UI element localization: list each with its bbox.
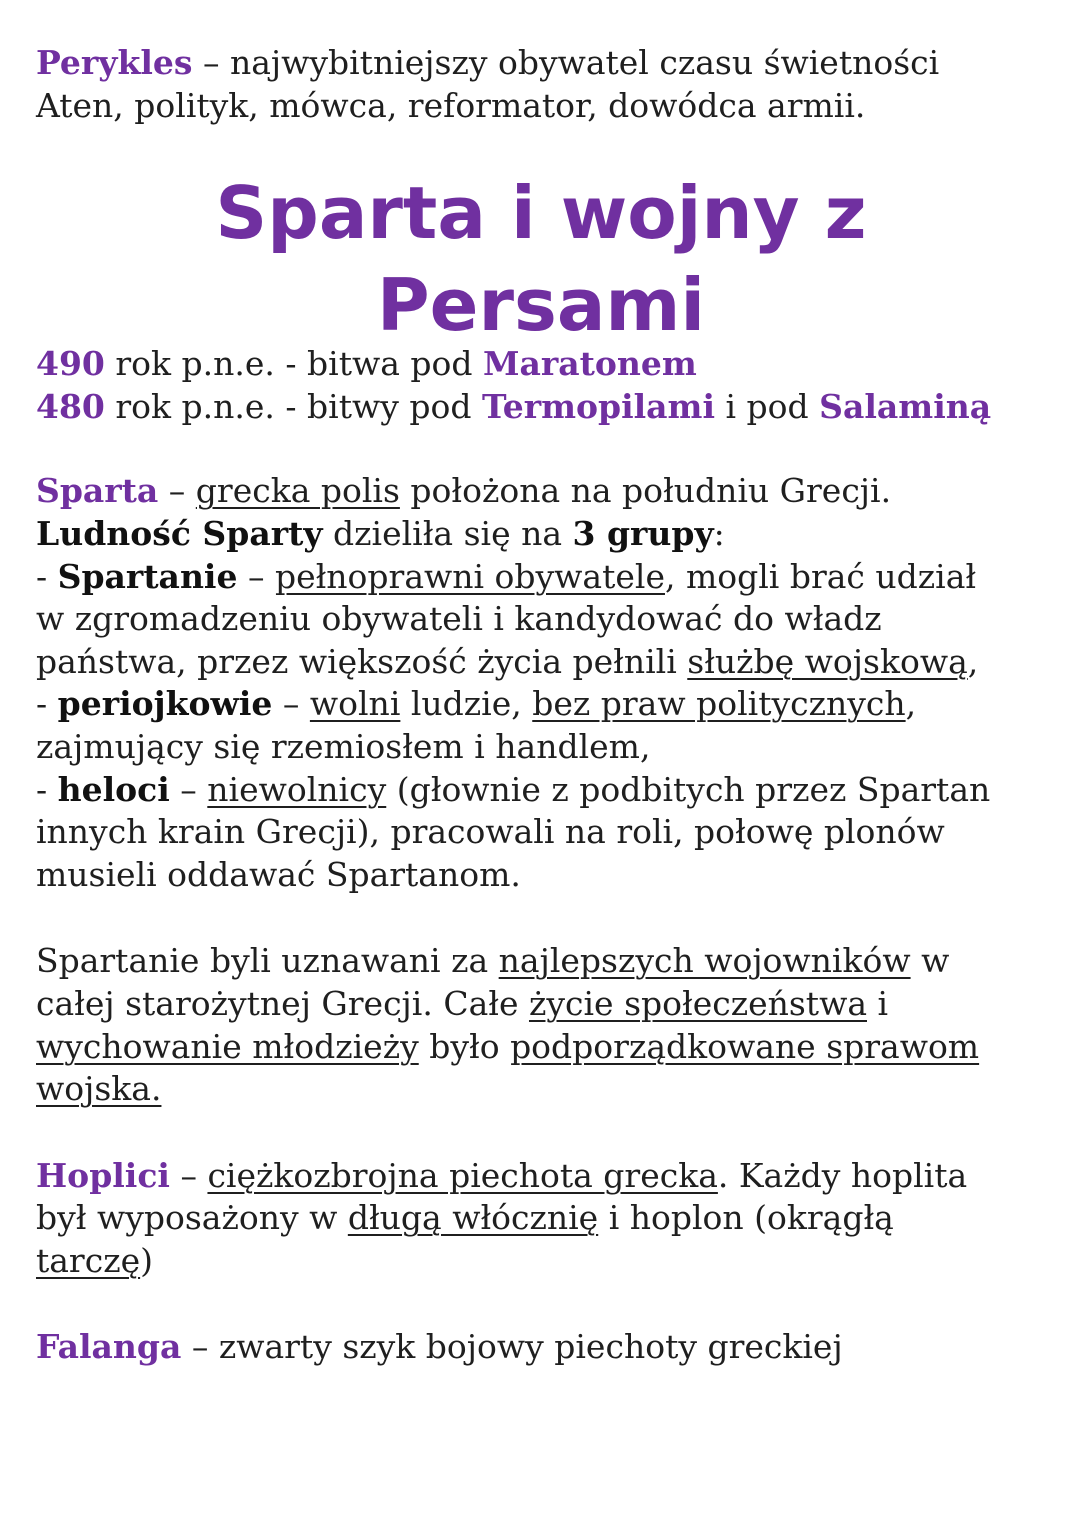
battle-place: Maratonem bbox=[482, 344, 697, 384]
youth-upbringing: wychowanie młodzieży bbox=[36, 1026, 419, 1066]
text: i hoplon (okrągłą bbox=[598, 1198, 894, 1238]
sparta-line-1 bbox=[36, 470, 1056, 513]
comma: , bbox=[905, 684, 917, 724]
hoplites-line-1 bbox=[36, 1155, 1056, 1198]
spacer bbox=[36, 428, 1056, 470]
phalanx-term: Falanga bbox=[36, 1327, 182, 1367]
text: w bbox=[910, 941, 950, 981]
army: wojska. bbox=[36, 1069, 162, 1109]
phalanx-paragraph bbox=[36, 1326, 1056, 1369]
hoplites-paragraph bbox=[36, 1155, 1056, 1283]
dates-list bbox=[36, 343, 1056, 428]
population-label: Ludność Sparty bbox=[36, 513, 323, 553]
group-name-periojkowie: periojkowie bbox=[57, 684, 273, 724]
date-row-480 bbox=[36, 386, 1056, 429]
warriors-line-3 bbox=[36, 1026, 1056, 1069]
date-row-490 bbox=[36, 343, 1056, 386]
pericles-line-1 bbox=[36, 42, 1056, 85]
hoplites-line-2 bbox=[36, 1197, 1056, 1240]
population-text: dzieliła się na bbox=[322, 513, 573, 553]
group-heloci-line-3: musieli oddawać Spartanom. bbox=[36, 854, 521, 894]
hoplites-definition: ciężkozbrojna piechota grecka bbox=[207, 1155, 718, 1195]
battle-place-2: Salaminą bbox=[819, 386, 992, 426]
group-heloci-line-2: innych krain Grecji), pracowali na roli, połowę plonów bbox=[36, 812, 945, 852]
text: było bbox=[418, 1026, 511, 1066]
group-periojkowie-line-1 bbox=[36, 683, 1056, 726]
list-prefix: - bbox=[36, 684, 58, 724]
group-text: (głownie z podbitych przez Spartan bbox=[386, 769, 991, 809]
group-definition: pełnoprawni obywatele bbox=[274, 556, 665, 596]
hoplites-term: Hoplici bbox=[36, 1155, 170, 1195]
dash: – bbox=[158, 471, 196, 511]
date-text: rok p.n.e. - bitwa pod bbox=[104, 344, 483, 384]
dash: – bbox=[237, 556, 275, 596]
group-spartanie-line-1 bbox=[36, 556, 1056, 599]
sparta-line-2 bbox=[36, 513, 1056, 556]
shield: tarczę bbox=[36, 1240, 141, 1280]
date-year: 480 bbox=[36, 386, 105, 426]
group-text: , mogli brać udział bbox=[664, 556, 977, 596]
military-service: służbę wojskową bbox=[687, 641, 968, 681]
dash: – bbox=[169, 769, 208, 809]
text: i bbox=[867, 983, 889, 1023]
subordinated-military: podporządkowane sprawom bbox=[510, 1026, 980, 1066]
best-warriors: najlepszych wojowników bbox=[498, 941, 911, 981]
sparta-term: Sparta bbox=[36, 471, 159, 511]
spacer bbox=[36, 127, 1056, 167]
spacer bbox=[36, 1282, 1056, 1326]
hoplites-line-3 bbox=[36, 1240, 1056, 1283]
groups-count: 3 grupy bbox=[572, 513, 714, 553]
group-periojkowie-line-2: zajmujący się rzemiosłem i handlem, bbox=[36, 726, 651, 766]
list-prefix: - bbox=[36, 769, 58, 809]
spacer bbox=[36, 896, 1056, 940]
text: . Każdy hoplita bbox=[717, 1155, 968, 1195]
sparta-rest: położona na południu Grecji. bbox=[399, 471, 892, 511]
colon: : bbox=[713, 513, 725, 553]
group-text: państwa, przez większość życia pełnili bbox=[36, 641, 688, 681]
text: ) bbox=[140, 1240, 153, 1280]
group-spartanie-line-3 bbox=[36, 641, 1056, 684]
group-definition: wolni bbox=[309, 684, 401, 724]
spacer bbox=[36, 1111, 1056, 1155]
phalanx-definition: – zwarty szyk bojowy piechoty greckiej bbox=[181, 1327, 843, 1367]
title-line-1: Sparta i wojny z bbox=[215, 171, 867, 256]
phalanx-line-1 bbox=[36, 1326, 1056, 1369]
sparta-paragraph bbox=[36, 470, 1056, 896]
document-page bbox=[36, 42, 1056, 1369]
warriors-line-4 bbox=[36, 1068, 1056, 1111]
long-spear: długą włócznię bbox=[347, 1198, 599, 1238]
battle-place: Termopilami bbox=[481, 386, 716, 426]
text: był wyposażony w bbox=[36, 1198, 348, 1238]
group-heloci-line-1 bbox=[36, 769, 1056, 812]
group-spartanie-line-2: w zgromadzeniu obywateli i kandydować do władz bbox=[36, 599, 882, 639]
pericles-line-2: Aten, polityk, mówca, reformator, dowódca armii. bbox=[36, 85, 866, 125]
date-year: 490 bbox=[36, 344, 105, 384]
sparta-definition: grecka polis bbox=[195, 471, 400, 511]
comma: , bbox=[967, 641, 979, 681]
title-line-2: Persami bbox=[376, 263, 706, 348]
group-name-heloci: heloci bbox=[57, 769, 170, 809]
pericles-paragraph bbox=[36, 42, 1056, 127]
date-text-mid: i pod bbox=[715, 386, 820, 426]
group-name-spartanie: Spartanie bbox=[57, 556, 238, 596]
dash: – bbox=[169, 1155, 208, 1195]
warriors-line-1 bbox=[36, 940, 1056, 983]
text: Spartanie byli uznawani za bbox=[36, 941, 499, 981]
date-text: rok p.n.e. - bitwy pod bbox=[104, 386, 482, 426]
society-life: życie społeczeństwa bbox=[528, 983, 867, 1023]
warriors-paragraph bbox=[36, 940, 1056, 1110]
pericles-definition: – najwybitniejszy obywatel czasu świetności bbox=[192, 43, 940, 82]
group-text: ludzie, bbox=[400, 684, 533, 724]
warriors-line-2 bbox=[36, 983, 1056, 1026]
text: całej starożytnej Grecji. Całe bbox=[36, 983, 529, 1023]
list-prefix: - bbox=[36, 556, 58, 596]
no-political-rights: bez praw politycznych bbox=[532, 684, 906, 724]
page-title bbox=[36, 167, 1046, 351]
dash: – bbox=[272, 684, 310, 724]
group-definition: niewolnicy bbox=[207, 769, 387, 809]
pericles-term: Perykles bbox=[36, 43, 193, 82]
